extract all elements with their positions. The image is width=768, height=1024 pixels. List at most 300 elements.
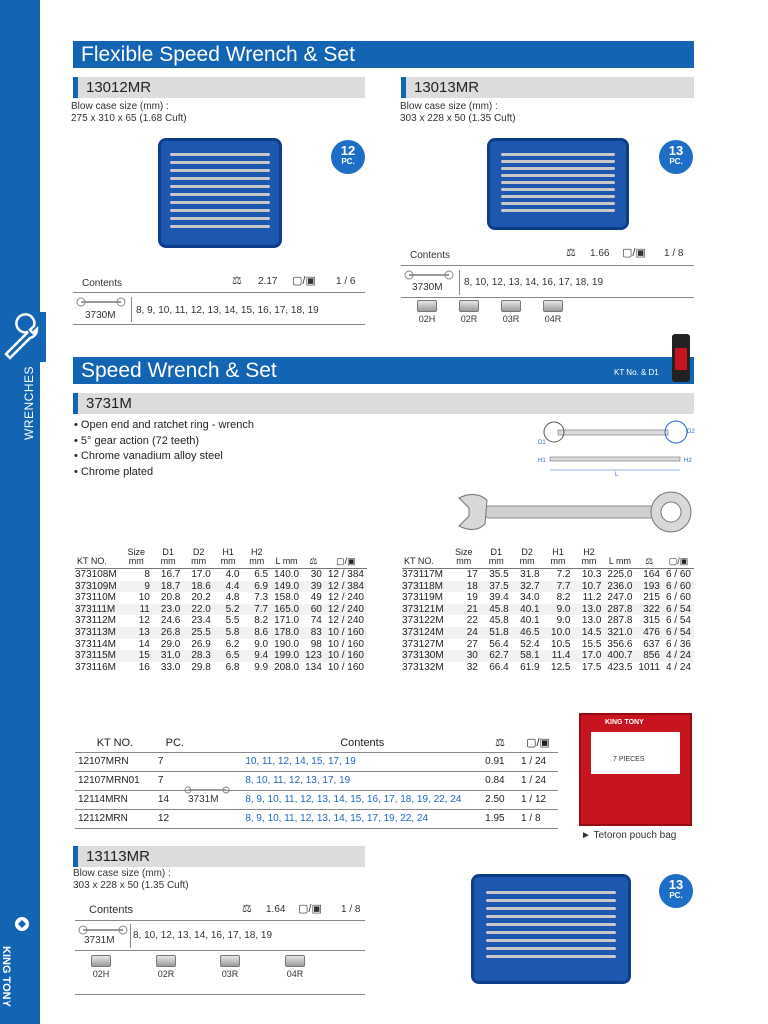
table-cell: 373117M <box>402 569 443 580</box>
divider <box>401 265 694 266</box>
table-cell: 165.0 <box>271 604 302 616</box>
table-cell: 35.5 <box>489 569 509 580</box>
table-cell: 373111M <box>75 604 120 616</box>
table-row <box>402 581 694 593</box>
table-cell: 6 / 54 <box>665 615 691 627</box>
piece-count-badge: 13 PC. <box>659 140 693 174</box>
table-cell: 158.0 <box>274 592 300 604</box>
pouch-brand: KING TONY <box>605 719 644 726</box>
table-cell: 13.0 <box>581 615 602 627</box>
table-cell: 17.5 <box>581 661 602 673</box>
table-cell: 18 <box>447 581 481 593</box>
case-size-value: 275 x 310 x 65 (1.68 Cuft) <box>71 113 187 124</box>
weight-value: 1.64 <box>266 904 286 915</box>
sidebar <box>0 0 40 1024</box>
col-d2: D2 mm <box>183 548 213 569</box>
table-cell: 29.0 <box>160 638 181 650</box>
table-cell: 12 / 384 <box>327 569 364 580</box>
table-cell: 23.0 <box>153 604 183 616</box>
table-cell: 8 <box>144 569 150 580</box>
cell-pack: 1 / 12 <box>518 790 558 809</box>
table-cell: 58.1 <box>512 650 543 662</box>
table-cell: 373115M <box>75 650 120 662</box>
box-icon: ▢/▣ <box>292 275 316 287</box>
table-cell: 12 <box>138 615 150 627</box>
wrench-thumb <box>404 270 454 280</box>
table-cell: 51.8 <box>481 627 512 639</box>
table-cell: 5.8 <box>214 627 243 639</box>
table-row <box>75 581 367 593</box>
col-d1: D1 mm <box>481 548 512 569</box>
scale-icon: ⚖ <box>482 734 518 752</box>
table-cell: 25.5 <box>183 627 213 639</box>
cell-weight: 1.95 <box>482 809 518 828</box>
col-kt: KT NO. <box>75 548 120 569</box>
table-cell: 4.8 <box>225 592 240 604</box>
feature-item: • 5° gear action (72 teeth) <box>74 434 200 447</box>
divider <box>73 324 365 325</box>
table-cell: 37.5 <box>481 581 512 593</box>
box-icon: ▢/▣ <box>663 548 694 569</box>
divider <box>73 292 365 293</box>
section-title: Speed Wrench & Set <box>73 357 694 384</box>
table-cell: 19 <box>466 592 478 604</box>
table-row <box>75 790 558 809</box>
tool-03r: 03R <box>215 955 245 979</box>
table-cell: 637 <box>643 638 660 650</box>
table-cell: 45.8 <box>489 615 509 627</box>
table-cell: 6.5 <box>214 650 243 662</box>
table-cell: 8.2 <box>556 592 571 604</box>
table-cell: 4 / 24 <box>665 661 691 673</box>
table-cell: 9.0 <box>556 615 571 627</box>
table-cell: 8.6 <box>242 627 271 639</box>
page-number: 320 <box>6 996 30 1012</box>
col-size: Size mm <box>447 548 481 569</box>
divider <box>401 297 694 298</box>
table-row <box>75 662 367 674</box>
tool-03r: 03R <box>498 300 524 324</box>
table-row <box>75 615 367 627</box>
table-cell: 23.4 <box>191 615 211 627</box>
table-cell: 7.3 <box>254 592 269 604</box>
table-cell: 46.5 <box>512 627 543 639</box>
table-cell: 17.0 <box>574 650 605 662</box>
cell-sizes: 8, 9, 10, 11, 12, 13, 14, 15, 17, 19, 22, 24 <box>242 809 482 828</box>
table-cell: 373114M <box>75 638 116 650</box>
table-cell: 4.0 <box>225 569 240 580</box>
table-cell: 34.0 <box>520 592 540 604</box>
table-cell: 164 <box>643 569 660 580</box>
tool-02r: 02R <box>456 300 482 324</box>
table-cell: 6 / 54 <box>663 604 694 616</box>
table-cell: 15.5 <box>581 638 602 650</box>
table-row <box>402 662 694 674</box>
wrench-thumb <box>78 925 128 935</box>
cell-weight: 0.91 <box>482 752 518 771</box>
table-cell: 16 <box>138 661 150 673</box>
table-row <box>402 569 694 581</box>
pack-value: 1 / 8 <box>664 248 684 259</box>
cell-kt: 12112MRN <box>75 809 155 828</box>
divider <box>75 950 365 951</box>
col-kt: KT NO. <box>402 548 447 569</box>
scale-icon: ⚖ <box>242 903 252 915</box>
piece-count-badge: 12 PC. <box>331 140 365 174</box>
table-cell: 199.0 <box>271 650 302 662</box>
piece-count-badge: 13 PC. <box>659 874 693 908</box>
table-cell: 178.0 <box>271 627 302 639</box>
table-cell: 26.9 <box>191 638 211 650</box>
case-size-label: Blow case size (mm) : <box>71 101 169 112</box>
table-row <box>402 592 694 604</box>
tool-02h: 02H <box>86 955 116 979</box>
table-cell: 74 <box>310 615 322 627</box>
case-size-value: 303 x 228 x 50 (1.35 Cuft) <box>73 880 189 891</box>
h2-label: H2 <box>684 458 692 464</box>
table-cell: 123 <box>302 650 325 662</box>
wrench-code: 3730M <box>85 310 116 321</box>
set-table <box>75 734 558 829</box>
wrench-thumb <box>76 297 126 307</box>
table-cell: 60 <box>302 604 325 616</box>
table-row <box>75 809 558 828</box>
model-13012mr: 13012MR <box>73 77 365 98</box>
table-cell: 7.7 <box>543 581 574 593</box>
cell-pack: 1 / 24 <box>518 771 558 790</box>
table-cell: 21 <box>447 604 481 616</box>
table-cell: 52.4 <box>520 638 540 650</box>
table-header <box>402 548 694 569</box>
table-cell: 373113M <box>75 627 120 639</box>
product-image-case <box>471 874 631 984</box>
col-d1: D1 mm <box>153 548 183 569</box>
table-cell: 10 <box>138 592 150 604</box>
table-cell: 10.0 <box>543 627 574 639</box>
table-cell: 373116M <box>75 661 116 673</box>
table-cell: 11 <box>120 604 153 616</box>
model-13013mr: 13013MR <box>401 77 694 98</box>
table-cell: 12 / 240 <box>325 604 367 616</box>
table-cell: 9.0 <box>543 604 574 616</box>
table-cell: 12 / 240 <box>327 615 364 627</box>
section-title: Flexible Speed Wrench & Set <box>73 41 694 68</box>
table-cell: 208.0 <box>274 661 300 673</box>
table-cell: 9.9 <box>254 661 269 673</box>
table-cell: 12.5 <box>551 661 571 673</box>
table-cell: 30 <box>310 569 322 580</box>
table-cell: 373118M <box>402 581 447 593</box>
table-row <box>402 604 694 616</box>
col-l: L mm <box>604 548 635 569</box>
tool-04r: 04R <box>540 300 566 324</box>
dimension-diagram <box>536 420 696 478</box>
pack-value: 1 / 6 <box>336 276 356 287</box>
case-size-label: Blow case size (mm) : <box>73 868 171 879</box>
table-cell: 6.5 <box>254 569 269 580</box>
table-cell: 14 <box>138 638 150 650</box>
table-cell: 40.1 <box>520 615 540 627</box>
table-cell: 373124M <box>402 627 447 639</box>
cell-pack: 1 / 8 <box>518 809 558 828</box>
table-cell: 322 <box>635 604 663 616</box>
spec-table-left <box>75 548 367 673</box>
table-row <box>402 627 694 639</box>
table-cell: 83 <box>302 627 325 639</box>
cell-pc: 12 <box>155 809 195 828</box>
table-cell: 400.7 <box>604 650 635 662</box>
table-cell: 373109M <box>75 581 120 593</box>
table-cell: 62.7 <box>481 650 512 662</box>
table-cell: 6 / 60 <box>663 581 694 593</box>
sizes-list: 8, 10, 12, 13, 14, 16, 17, 18, 19 <box>133 930 272 941</box>
col-d2: D2 mm <box>512 548 543 569</box>
cell-pc: 14 <box>155 790 195 809</box>
table-cell: 10 / 160 <box>325 627 367 639</box>
table-cell: 9.0 <box>254 638 269 650</box>
table-cell: 287.8 <box>607 615 633 627</box>
contents-label: Contents <box>89 904 134 916</box>
table-cell: 30 <box>447 650 481 662</box>
scale-icon: ⚖ <box>566 247 576 259</box>
table-cell: 1011 <box>638 661 660 673</box>
table-cell: 856 <box>635 650 663 662</box>
table-cell: 33.0 <box>160 661 181 673</box>
table-cell: 24 <box>447 627 481 639</box>
cell-pack: 1 / 24 <box>518 752 558 771</box>
table-cell: 14.5 <box>574 627 605 639</box>
table-cell: 22 <box>466 615 478 627</box>
table-cell: 10 / 160 <box>327 638 364 650</box>
table-cell: 373130M <box>402 650 447 662</box>
wrench-photo <box>455 490 695 534</box>
wrench-thumb <box>184 786 230 794</box>
divider <box>130 924 131 948</box>
table-cell: 9.4 <box>242 650 271 662</box>
model-3731m: 3731M <box>73 393 694 414</box>
d2-label: D2 <box>687 429 695 435</box>
table-cell: 373132M <box>402 661 444 673</box>
table-row <box>75 639 367 651</box>
table-cell: 12 / 240 <box>327 592 364 604</box>
box-icon: ▢/▣ <box>622 247 646 259</box>
table-cell: 20.2 <box>191 592 211 604</box>
table-cell: 171.0 <box>274 615 300 627</box>
pouch-caption: ► Tetoron pouch bag <box>581 830 677 841</box>
table-cell: 6.9 <box>242 581 271 593</box>
box-icon: ▢/▣ <box>325 548 367 569</box>
table-cell: 373110M <box>75 592 116 604</box>
col-size: Size mm <box>120 548 153 569</box>
table-cell: 29.8 <box>191 661 211 673</box>
table-cell: 12 / 384 <box>325 581 367 593</box>
divider <box>75 994 365 995</box>
feature-list <box>74 418 254 480</box>
table-cell: 32 <box>466 661 478 673</box>
table-cell: 9 <box>120 581 153 593</box>
table-cell: 8.2 <box>254 615 269 627</box>
table-cell: 423.5 <box>607 661 633 673</box>
section-tab-label: WRENCHES <box>22 365 36 440</box>
table-cell: 236.0 <box>604 581 635 593</box>
table-cell: 315 <box>643 615 660 627</box>
wrench-icon <box>0 312 46 362</box>
wrench-code: 3731M <box>84 935 115 946</box>
scale-icon: ⚖ <box>302 548 325 569</box>
table-cell: 7.7 <box>242 604 271 616</box>
scale-icon: ⚖ <box>232 275 242 287</box>
l-label: L <box>615 472 619 478</box>
table-cell: 7.2 <box>556 569 571 580</box>
table-cell: 24.6 <box>160 615 181 627</box>
table-cell: 6.2 <box>225 638 240 650</box>
table-cell: 134 <box>305 661 322 673</box>
table-cell: 6 / 60 <box>665 592 691 604</box>
table-cell: 190.0 <box>274 638 300 650</box>
table-cell: 193 <box>635 581 663 593</box>
table-cell: 247.0 <box>607 592 633 604</box>
h1-label: H1 <box>538 458 546 464</box>
table-row <box>75 592 367 604</box>
table-row <box>75 650 367 662</box>
divider <box>131 297 132 322</box>
table-cell: 356.6 <box>607 638 633 650</box>
table-cell: 10.7 <box>574 581 605 593</box>
table-cell: 476 <box>635 627 663 639</box>
table-row <box>75 771 558 790</box>
table-cell: 18.7 <box>153 581 183 593</box>
table-cell: 10.5 <box>551 638 571 650</box>
cell-kt: 12107MRN01 <box>75 771 155 790</box>
tool-04r: 04R <box>280 955 310 979</box>
contents-label: Contents <box>410 250 451 261</box>
table-cell: 6 / 60 <box>665 569 691 580</box>
table-cell: 49 <box>310 592 322 604</box>
tool-02h: 02H <box>414 300 440 324</box>
table-cell: 39 <box>302 581 325 593</box>
cell-weight: 0.84 <box>482 771 518 790</box>
table-cell: 26.8 <box>153 627 183 639</box>
table-cell: 17 <box>466 569 478 580</box>
table-cell: 373122M <box>402 615 444 627</box>
wrench-code: 3731M <box>188 794 219 805</box>
cell-weight: 2.50 <box>482 790 518 809</box>
tool-02r: 02R <box>151 955 181 979</box>
table-row <box>75 569 367 581</box>
table-cell: 373108M <box>75 569 117 580</box>
table-cell: 6 / 54 <box>663 627 694 639</box>
divider <box>75 920 365 921</box>
table-row <box>75 604 367 616</box>
table-row <box>402 639 694 651</box>
table-cell: 27 <box>466 638 478 650</box>
table-cell: 5.5 <box>225 615 240 627</box>
table-cell: 22.0 <box>183 604 213 616</box>
feature-item: • Chrome plated <box>74 465 154 478</box>
scale-icon: ⚖ <box>635 548 663 569</box>
col-kt: KT NO. <box>75 734 155 752</box>
case-size-value: 303 x 228 x 50 (1.35 Cuft) <box>400 113 516 124</box>
table-cell: 13.0 <box>574 604 605 616</box>
contents-label: Contents <box>82 278 123 289</box>
table-cell: 321.0 <box>604 627 635 639</box>
table-cell: 45.8 <box>481 604 512 616</box>
col-l: L mm <box>271 548 302 569</box>
brand-logo-icon <box>14 916 30 932</box>
table-cell: 10 / 160 <box>327 661 364 673</box>
wrench-code: 3730M <box>412 282 443 293</box>
table-cell: 215 <box>643 592 660 604</box>
brand-name: KING TONY <box>0 946 12 1007</box>
table-row <box>402 615 694 627</box>
table-cell: 11.2 <box>582 592 602 604</box>
table-cell: 4 / 24 <box>663 650 694 662</box>
table-cell: 5.2 <box>214 604 243 616</box>
col-h2: H2 mm <box>242 548 271 569</box>
table-cell: 39.4 <box>489 592 509 604</box>
box-icon: ▢/▣ <box>518 734 558 752</box>
cell-pc: 7 <box>155 771 195 790</box>
table-cell: 11.4 <box>543 650 574 662</box>
table-cell: 66.4 <box>489 661 509 673</box>
spec-table-right <box>402 548 694 673</box>
table-cell: 15 <box>120 650 153 662</box>
table-cell: 373112M <box>75 615 116 627</box>
sizes-list: 8, 10, 12, 13, 14, 16, 17, 18, 19 <box>464 277 603 288</box>
table-row <box>75 752 558 771</box>
table-cell: 4.4 <box>214 581 243 593</box>
table-header <box>75 548 367 569</box>
table-cell: 40.1 <box>512 604 543 616</box>
table-cell: 31.8 <box>520 569 540 580</box>
kt-tag: KT No. & D1 <box>614 368 659 377</box>
pack-value: 1 / 8 <box>341 904 361 915</box>
table-cell: 61.9 <box>520 661 540 673</box>
col-contents: Contents <box>242 734 482 752</box>
feature-item: • Open end and ratchet ring - wrench <box>74 419 254 431</box>
table-cell: 373121M <box>402 604 447 616</box>
cell-sizes: 10, 11, 12, 14, 15, 17, 19 <box>242 752 482 771</box>
weight-value: 1.66 <box>590 248 610 259</box>
case-size-label: Blow case size (mm) : <box>400 101 498 112</box>
model-13113mr: 13113MR <box>73 846 365 867</box>
table-cell: 373127M <box>402 638 444 650</box>
table-cell: 98 <box>310 638 322 650</box>
table-cell: 13 <box>120 627 153 639</box>
cell-sizes: 8, 9, 10, 11, 12, 13, 14, 15, 16, 17, 18, 19, 22, 24 <box>242 790 482 809</box>
packaging-card-icon <box>672 334 690 382</box>
table-cell: 17.0 <box>191 569 211 580</box>
d1-label: D1 <box>538 440 546 446</box>
table-cell: 225.0 <box>607 569 633 580</box>
col-pc: PC. <box>155 734 195 752</box>
cell-kt: 12114MRN <box>75 790 155 809</box>
box-icon: ▢/▣ <box>298 903 322 915</box>
table-cell: 287.8 <box>604 604 635 616</box>
table-cell: 32.7 <box>512 581 543 593</box>
table-cell: 10.3 <box>581 569 602 580</box>
table-cell: 149.0 <box>271 581 302 593</box>
table-cell: 16.7 <box>160 569 181 580</box>
table-cell: 56.4 <box>489 638 509 650</box>
product-image-case <box>158 138 282 248</box>
table-cell: 18.6 <box>183 581 213 593</box>
table-cell: 28.3 <box>183 650 213 662</box>
table-cell: 373119M <box>402 592 443 604</box>
weight-value: 2.17 <box>258 276 278 287</box>
pouch-label: 7 PIECES <box>591 732 680 774</box>
pouch-image <box>579 713 692 826</box>
